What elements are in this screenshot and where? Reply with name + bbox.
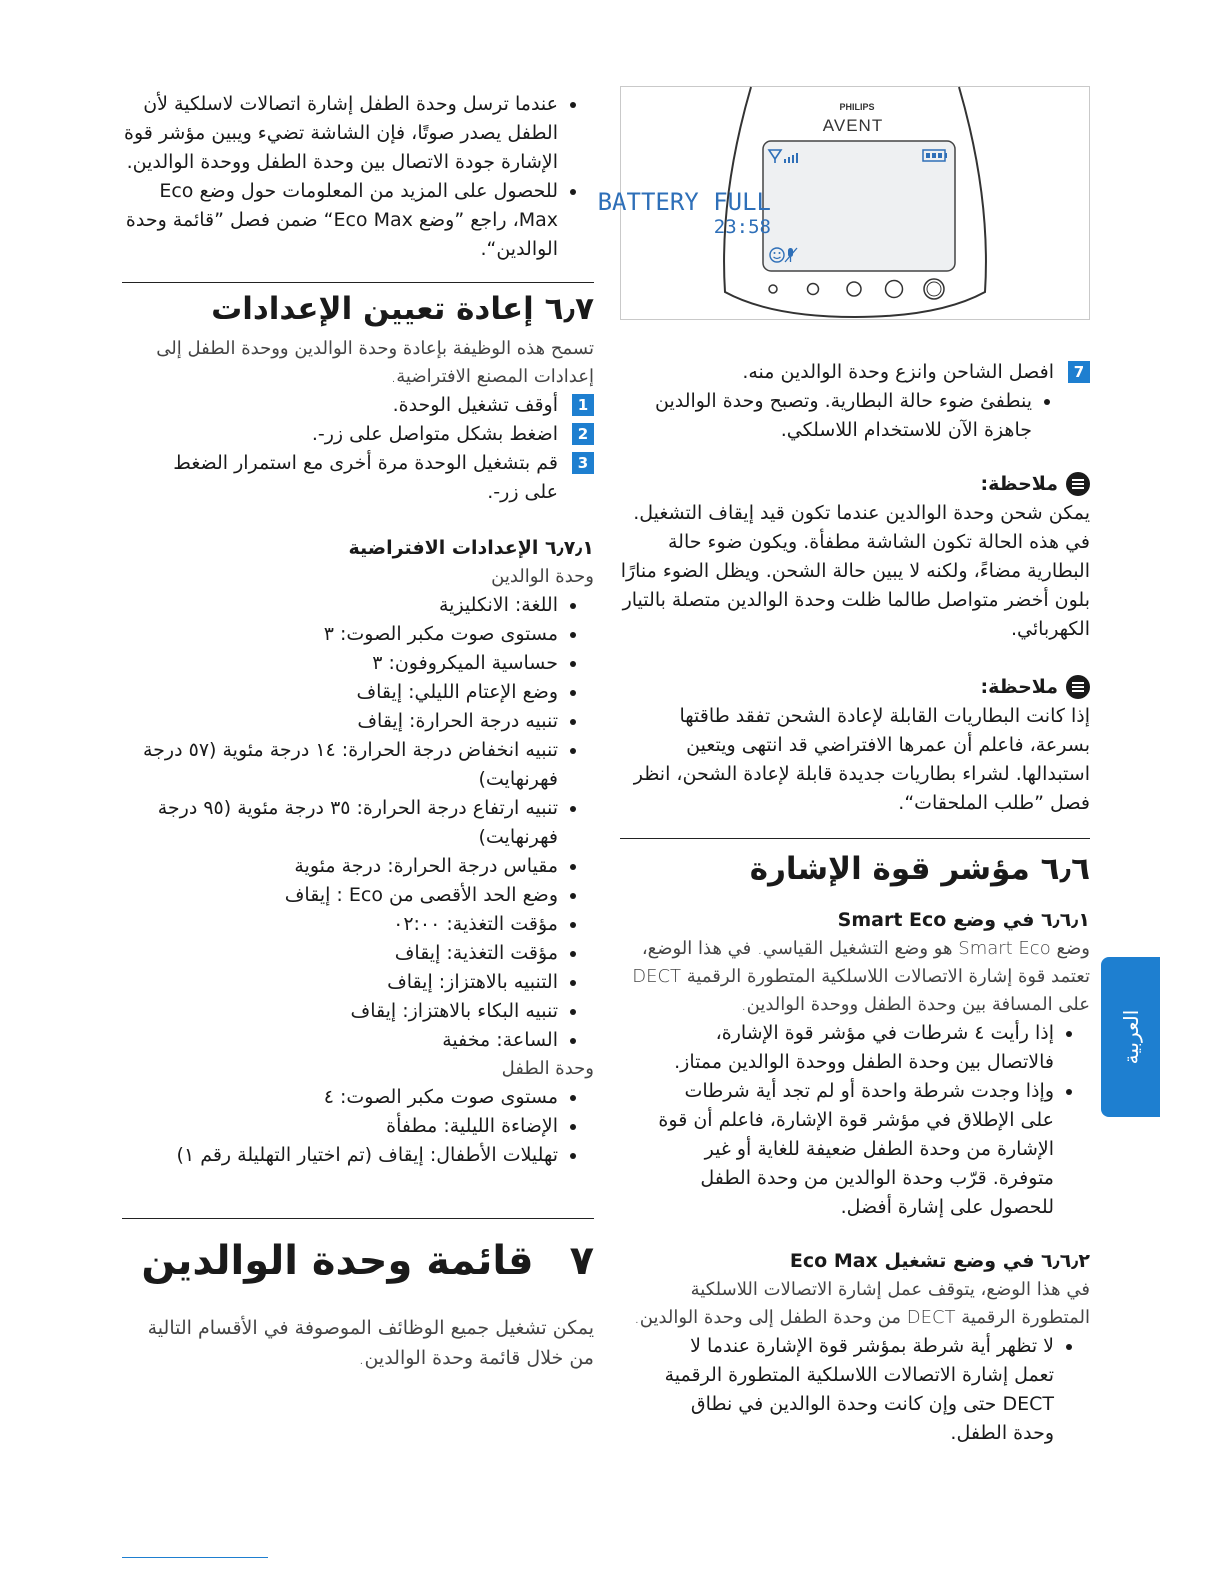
list-item: • حساسية الميكروفون: ٣	[122, 649, 558, 678]
baby-unit-label: وحدة الطفل	[501, 1058, 594, 1079]
section-heading-signal	[620, 847, 1090, 891]
step-text: أوقف تشغيل الوحدة.	[392, 394, 558, 416]
step-number: 1	[572, 394, 594, 416]
step-text: افصل الشاحن وانزع وحدة الوالدين منه.	[742, 361, 1054, 383]
brand-avent: AVENT	[822, 116, 884, 135]
parent-unit-label: وحدة الوالدين	[491, 566, 594, 587]
list-item: • لا تظهر أية شرطة بمؤشر قوة الإشارة عندما لا تعمل إشارة الاتصالات اللاسلكية المتطورة الرقمية DECT حتى وإن كانت وحدة الوالدين في نطاق وحدة الطفل.	[656, 1332, 1054, 1448]
note-heading	[620, 469, 1090, 499]
note-title: ملاحظة:	[980, 676, 1058, 698]
list-item: • مؤقت التغذية: ٠٢:٠٠	[122, 910, 558, 939]
list-item: • التنبيه بالاهتزاز: إيقاف	[122, 968, 558, 997]
list-item: • للحصول على المزيد من المعلومات حول وضع Eco Max، راجع ”وضع Eco Max“ ضمن فصل ”قائمة وحدة الوالدين“.	[122, 177, 558, 264]
language-tab	[1101, 957, 1160, 1117]
list-item: • مستوى صوت مكبر الصوت: ٤	[122, 1083, 558, 1112]
list-item: • اللغة: الانكليزية	[122, 591, 558, 620]
chapter-divider	[122, 1218, 594, 1219]
note-text: إذا كانت البطاريات القابلة لإعادة الشحن تفقد طاقتها بسرعة، فاعلم أن عمرها الافتراضي قد انتهى ويتعين استبدالها. لشراء بطاريات جديدة قابلة لإعادة الشحن، انظر فصل ”طلب الملحقات“.	[633, 705, 1090, 814]
list-item: • تنبيه البكاء بالاهتزاز: إيقاف	[122, 997, 558, 1026]
step	[122, 449, 594, 507]
list-item: • وإذا وجدت شرطة واحدة أو لم تجد أية شرطات على الإطلاق في مؤشر قوة الإشارة، فاعلم أن قوة الإشارة من وحدة الطفل ضعيفة للغاية أو غير متوفرة. قرّب وحدة الوالدين من وحدة الطفل للحصول على إشارة أفضل.	[656, 1077, 1054, 1222]
list-item: • تنبيه انخفاض درجة الحرارة: ١٤ درجة مئوية (٥٧ درجة فهرنهايت)	[122, 736, 558, 794]
list-item: • الساعة: مخفية	[122, 1026, 558, 1055]
smart-eco-text: وضع Smart Eco هو وضع التشغيل القياسي. في هذا الوضع، تعتمد قوة إشارة الاتصالات اللاسلكية المتطورة الرقمية DECT على المسافة بين وحدة الطفل ووحدة الوالدين.	[632, 938, 1090, 1015]
list-item: • إذا رأيت ٤ شرطات في مؤشر قوة الإشارة، فالاتصال بين وحدة الطفل ووحدة الوالدين ممتاز.	[656, 1019, 1054, 1077]
list-item: • عندما ترسل وحدة الطفل إشارة اتصالات لاسلكية لأن الطفل يصدر صوتًا، فإن الشاشة تضيء ويبين مؤشر قوة الإشارة جودة الاتصال بين وحدة الطفل ووحدة الوالدين.	[122, 90, 558, 177]
section-heading-reset	[122, 287, 594, 331]
left-column	[122, 90, 594, 1373]
list-item: • ينطفئ ضوء حالة البطارية. وتصبح وحدة الوالدين جاهزة الآن للاستخدام اللاسلكي.	[620, 387, 1032, 445]
step7-bullets	[620, 387, 1090, 445]
right-column	[597, 86, 1090, 1448]
reset-steps	[122, 391, 594, 507]
list-item: • مؤقت التغذية: إيقاف	[122, 939, 558, 968]
list-item: • وضع الإعتام الليلي: إيقاف	[122, 678, 558, 707]
lcd-status-text: BATTERY FULL	[597, 188, 771, 216]
list-item: • تنبيه درجة الحرارة: إيقاف	[122, 707, 558, 736]
note-icon	[1066, 675, 1090, 699]
chapter-number: ٧	[569, 1238, 594, 1284]
list-item: • تنبيه ارتفاع درجة الحرارة: ٣٥ درجة مئوية (٩٥ درجة فهرنهايت)	[122, 794, 558, 852]
step-number: 3	[572, 452, 594, 474]
subsection-title-smart-eco: ٦٫٦٫١ في وضع Smart Eco	[837, 909, 1090, 931]
smart-eco-bullets	[620, 1019, 1090, 1222]
section-number: ٦٫٦	[1040, 851, 1090, 887]
parent-defaults-list	[122, 591, 594, 1055]
list-item: • وضع الحد الأقصى من Eco : إيقاف	[122, 881, 558, 910]
step	[122, 420, 594, 449]
parent-unit-illustration	[597, 87, 1089, 319]
top-bullets	[122, 90, 594, 264]
list-item: • مستوى صوت مكبر الصوت: ٣	[122, 620, 558, 649]
section-number: ٦٫٧	[544, 291, 594, 327]
step-text: قم بتشغيل الوحدة مرة أخرى مع استمرار الضغط على زر-.	[173, 452, 558, 503]
list-item: • مقياس درجة الحرارة: درجة مئوية	[122, 852, 558, 881]
note-icon	[1066, 472, 1090, 496]
section-divider	[620, 838, 1090, 839]
subsection-title-eco-max: ٦٫٦٫٢ في وضع تشغيل Eco Max	[789, 1250, 1090, 1272]
chapter-intro: يمكن تشغيل جميع الوظائف الموصوفة في الأقسام التالية من خلال قائمة وحدة الوالدين.	[147, 1317, 594, 1369]
list-item: • الإضاءة الليلية: مطفأة	[122, 1112, 558, 1141]
chapter-title: قائمة وحدة الوالدين	[141, 1238, 534, 1284]
section-divider	[122, 282, 594, 283]
chapter-heading	[122, 1233, 594, 1289]
brand-philips: PHILIPS	[839, 102, 875, 112]
footer-rule	[122, 1557, 268, 1558]
step	[122, 391, 594, 420]
subsection-title-defaults: ٦٫٧٫١ الإعدادات الافتراضية	[348, 537, 594, 559]
eco-max-bullets	[620, 1332, 1090, 1448]
step-number: 2	[572, 423, 594, 445]
step	[620, 358, 1090, 387]
step-text: اضغط بشكل متواصل على زر-.	[311, 423, 558, 445]
section-title: إعادة تعيين الإعدادات	[211, 291, 534, 327]
step-number: 7	[1068, 361, 1090, 383]
note-heading	[620, 672, 1090, 702]
section-title: مؤشر قوة الإشارة	[749, 851, 1030, 887]
language-tab-label: العربية	[1118, 1009, 1143, 1065]
device-illustration	[597, 86, 1090, 320]
note-title: ملاحظة:	[980, 473, 1058, 495]
note-text: يمكن شحن وحدة الوالدين عندما تكون قيد إيقاف التشغيل. في هذه الحالة تكون الشاشة مطفأة. ويكون ضوء حالة البطارية مضاءً، ولكنه لا يبين حالة الشحن. ويظل الضوء منارًا بلون أخضر متواصل طالما ظلت وحدة الوالدين متصلة بالتيار الكهربائي.	[620, 502, 1090, 640]
eco-max-text: في هذا الوضع، يتوقف عمل إشارة الاتصالات اللاسلكية المتطورة الرقمية DECT من وحدة الطفل إلى وحدة الوالدين.	[634, 1279, 1090, 1328]
reset-intro: تسمح هذه الوظيفة بإعادة وحدة الوالدين ووحدة الطفل إلى إعدادات المصنع الافتراضية.	[156, 338, 594, 387]
list-item: • تهليلات الأطفال: إيقاف (تم اختيار التهليلة رقم ١)	[122, 1141, 558, 1170]
lcd-clock-text: 23:58	[713, 216, 771, 238]
baby-defaults-list	[122, 1083, 594, 1170]
